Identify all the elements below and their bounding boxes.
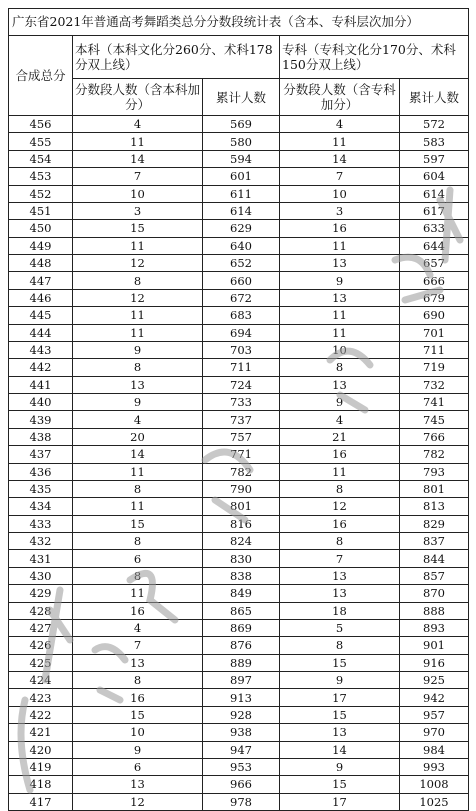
table-row [9,428,469,445]
junior-count-cell: 17 [280,689,400,706]
junior-count-cell: 8 [280,480,400,497]
undergrad-count-cell: 15 [73,220,203,237]
junior-cumulative-cell: 901 [400,637,469,654]
undergrad-count-cell: 9 [73,341,203,358]
undergrad-count-cell: 11 [73,133,203,150]
junior-cumulative-cell: 993 [400,758,469,775]
undergrad-cumulative-cell: 849 [203,585,280,602]
score-cell: 431 [9,550,73,567]
junior-cumulative-cell: 583 [400,133,469,150]
table-row [9,793,469,810]
junior-count-cell: 5 [280,619,400,636]
score-cell: 426 [9,637,73,654]
junior-count-cell: 11 [280,463,400,480]
score-cell: 446 [9,289,73,306]
junior-cumulative-cell: 844 [400,550,469,567]
junior-count-cell: 8 [280,359,400,376]
table-row [9,411,469,428]
junior-count-cell: 13 [280,567,400,584]
junior-count-cell: 9 [280,672,400,689]
junior-cumulative-cell: 970 [400,724,469,741]
score-cell: 448 [9,255,73,272]
score-cell: 452 [9,185,73,202]
junior-cumulative-cell: 604 [400,168,469,185]
junior-cumulative-cell: 942 [400,689,469,706]
score-cell: 437 [9,446,73,463]
score-cell: 444 [9,324,73,341]
score-cell: 436 [9,463,73,480]
junior-count-cell: 14 [280,150,400,167]
junior-cumulative-cell: 957 [400,706,469,723]
undergrad-cumulative-cell: 790 [203,480,280,497]
undergrad-count-cell: 12 [73,255,203,272]
undergrad-cumulative-cell: 614 [203,202,280,219]
undergrad-cumulative-cell: 569 [203,116,280,133]
undergrad-count-cell: 4 [73,116,203,133]
table-row [9,550,469,567]
undergrad-count-cell: 15 [73,706,203,723]
junior-cumulative-cell: 793 [400,463,469,480]
junior-cumulative-cell: 741 [400,394,469,411]
undergrad-count-cell: 9 [73,741,203,758]
score-cell: 433 [9,515,73,532]
score-table-container [8,8,468,811]
score-cell: 432 [9,533,73,550]
table-row [9,272,469,289]
junior-count-cell: 13 [280,724,400,741]
undergrad-count-cell: 11 [73,237,203,254]
junior-cumulative-cell: 745 [400,411,469,428]
undergrad-cumulative-cell: 830 [203,550,280,567]
undergrad-count-cell: 8 [73,272,203,289]
undergrad-cumulative-cell: 629 [203,220,280,237]
junior-count-cell: 15 [280,654,400,671]
undergrad-count-cell: 11 [73,585,203,602]
junior-cumulative-cell: 711 [400,341,469,358]
table-row [9,341,469,358]
undergrad-cumulative-cell: 737 [203,411,280,428]
undergrad-count-cell: 8 [73,567,203,584]
table-row [9,116,469,133]
table-row [9,376,469,393]
table-row [9,567,469,584]
undergrad-count-cell: 12 [73,289,203,306]
undergrad-count-cell: 7 [73,168,203,185]
score-cell: 443 [9,341,73,358]
score-cell: 438 [9,428,73,445]
undergrad-cumulative-cell: 913 [203,689,280,706]
junior-cumulative-cell: 732 [400,376,469,393]
score-cell: 429 [9,585,73,602]
junior-cumulative-cell: 644 [400,237,469,254]
junior-count-cell: 13 [280,376,400,393]
junior-cumulative-cell: 679 [400,289,469,306]
undergrad-cumulative-cell: 928 [203,706,280,723]
junior-cumulative-cell: 617 [400,202,469,219]
table-row [9,637,469,654]
junior-count-cell: 13 [280,585,400,602]
undergrad-count-cell: 13 [73,776,203,793]
undergrad-cumulative-cell: 601 [203,168,280,185]
undergrad-count-cell: 6 [73,758,203,775]
undergrad-cumulative-cell: 824 [203,533,280,550]
header-undergrad-cumulative: 累计人数 [203,79,280,116]
header-junior-cumulative: 累计人数 [400,79,469,116]
table-row [9,672,469,689]
undergrad-count-cell: 13 [73,654,203,671]
table-row [9,776,469,793]
undergrad-cumulative-cell: 938 [203,724,280,741]
undergrad-count-cell: 8 [73,672,203,689]
junior-count-cell: 4 [280,411,400,428]
undergrad-count-cell: 4 [73,411,203,428]
table-row [9,255,469,272]
undergrad-cumulative-cell: 594 [203,150,280,167]
undergrad-count-cell: 11 [73,307,203,324]
undergrad-count-cell: 11 [73,498,203,515]
junior-count-cell: 13 [280,255,400,272]
score-cell: 417 [9,793,73,810]
undergrad-count-cell: 7 [73,637,203,654]
junior-count-cell: 16 [280,515,400,532]
junior-cumulative-cell: 893 [400,619,469,636]
junior-cumulative-cell: 984 [400,741,469,758]
undergrad-cumulative-cell: 683 [203,307,280,324]
junior-count-cell: 12 [280,498,400,515]
table-row [9,359,469,376]
junior-cumulative-cell: 597 [400,150,469,167]
table-row [9,533,469,550]
score-cell: 419 [9,758,73,775]
table-row [9,498,469,515]
table-row [9,446,469,463]
undergrad-cumulative-cell: 694 [203,324,280,341]
score-cell: 427 [9,619,73,636]
undergrad-cumulative-cell: 703 [203,341,280,358]
table-row [9,689,469,706]
undergrad-count-cell: 3 [73,202,203,219]
undergrad-cumulative-cell: 889 [203,654,280,671]
undergrad-cumulative-cell: 782 [203,463,280,480]
junior-cumulative-cell: 801 [400,480,469,497]
table-row [9,515,469,532]
table-row [9,150,469,167]
undergrad-cumulative-cell: 640 [203,237,280,254]
undergrad-count-cell: 8 [73,533,203,550]
junior-count-cell: 16 [280,220,400,237]
table-row [9,619,469,636]
junior-count-cell: 15 [280,776,400,793]
table-row [9,741,469,758]
junior-count-cell: 15 [280,706,400,723]
score-cell: 423 [9,689,73,706]
undergrad-cumulative-cell: 733 [203,394,280,411]
junior-cumulative-cell: 829 [400,515,469,532]
junior-cumulative-cell: 925 [400,672,469,689]
table-row [9,480,469,497]
table-row [9,133,469,150]
table-row [9,706,469,723]
undergrad-cumulative-cell: 611 [203,185,280,202]
junior-count-cell: 11 [280,324,400,341]
score-cell: 456 [9,116,73,133]
undergrad-cumulative-cell: 897 [203,672,280,689]
junior-cumulative-cell: 633 [400,220,469,237]
table-row [9,654,469,671]
junior-cumulative-cell: 857 [400,567,469,584]
junior-cumulative-cell: 572 [400,116,469,133]
junior-count-cell: 11 [280,307,400,324]
undergrad-cumulative-cell: 865 [203,602,280,619]
junior-cumulative-cell: 657 [400,255,469,272]
junior-cumulative-cell: 666 [400,272,469,289]
score-cell: 424 [9,672,73,689]
undergrad-cumulative-cell: 771 [203,446,280,463]
table-row [9,324,469,341]
junior-cumulative-cell: 782 [400,446,469,463]
table-row [9,168,469,185]
junior-count-cell: 9 [280,758,400,775]
score-cell: 441 [9,376,73,393]
junior-count-cell: 18 [280,602,400,619]
undergrad-cumulative-cell: 966 [203,776,280,793]
junior-count-cell: 8 [280,533,400,550]
score-cell: 430 [9,567,73,584]
junior-cumulative-cell: 614 [400,185,469,202]
undergrad-cumulative-cell: 978 [203,793,280,810]
junior-cumulative-cell: 870 [400,585,469,602]
undergrad-count-cell: 14 [73,150,203,167]
table-row [9,185,469,202]
junior-cumulative-cell: 719 [400,359,469,376]
undergrad-cumulative-cell: 869 [203,619,280,636]
table-row [9,220,469,237]
junior-count-cell: 11 [280,237,400,254]
score-cell: 442 [9,359,73,376]
junior-count-cell: 10 [280,185,400,202]
undergrad-cumulative-cell: 801 [203,498,280,515]
undergrad-cumulative-cell: 672 [203,289,280,306]
table-title: 广东省2021年普通高考舞蹈类总分分数段统计表（含本、专科层次加分） [8,8,469,35]
undergrad-count-cell: 20 [73,428,203,445]
junior-cumulative-cell: 1008 [400,776,469,793]
table-row [9,585,469,602]
score-cell: 425 [9,654,73,671]
junior-cumulative-cell: 888 [400,602,469,619]
header-score: 合成总分 [9,36,73,116]
table-row [9,602,469,619]
undergrad-cumulative-cell: 660 [203,272,280,289]
junior-count-cell: 7 [280,550,400,567]
undergrad-cumulative-cell: 724 [203,376,280,393]
undergrad-cumulative-cell: 580 [203,133,280,150]
score-cell: 455 [9,133,73,150]
junior-cumulative-cell: 690 [400,307,469,324]
junior-count-cell: 16 [280,446,400,463]
junior-cumulative-cell: 701 [400,324,469,341]
junior-cumulative-cell: 1025 [400,793,469,810]
undergrad-count-cell: 13 [73,376,203,393]
undergrad-cumulative-cell: 711 [203,359,280,376]
junior-cumulative-cell: 813 [400,498,469,515]
score-cell: 445 [9,307,73,324]
undergrad-cumulative-cell: 816 [203,515,280,532]
undergrad-count-cell: 8 [73,359,203,376]
table-row [9,307,469,324]
junior-count-cell: 21 [280,428,400,445]
undergrad-cumulative-cell: 838 [203,567,280,584]
score-cell: 434 [9,498,73,515]
table-row [9,758,469,775]
junior-cumulative-cell: 766 [400,428,469,445]
score-cell: 435 [9,480,73,497]
score-distribution-table [8,8,469,811]
score-cell: 453 [9,168,73,185]
table-row [9,463,469,480]
undergrad-count-cell: 14 [73,446,203,463]
undergrad-count-cell: 16 [73,689,203,706]
score-cell: 420 [9,741,73,758]
undergrad-count-cell: 15 [73,515,203,532]
junior-count-cell: 8 [280,637,400,654]
table-row [9,289,469,306]
undergrad-count-cell: 11 [73,324,203,341]
undergrad-cumulative-cell: 953 [203,758,280,775]
score-cell: 451 [9,202,73,219]
junior-count-cell: 10 [280,341,400,358]
junior-count-cell: 14 [280,741,400,758]
score-cell: 449 [9,237,73,254]
score-cell: 421 [9,724,73,741]
header-undergrad-count: 分数段人数（含本科加分） [73,79,203,116]
table-row [9,724,469,741]
junior-count-cell: 17 [280,793,400,810]
score-cell: 440 [9,394,73,411]
header-junior-count: 分数段人数（含专科加分） [280,79,400,116]
junior-count-cell: 7 [280,168,400,185]
undergrad-count-cell: 16 [73,602,203,619]
undergrad-cumulative-cell: 876 [203,637,280,654]
undergrad-count-cell: 10 [73,185,203,202]
junior-count-cell: 11 [280,133,400,150]
score-cell: 454 [9,150,73,167]
table-body [9,116,469,811]
junior-count-cell: 4 [280,116,400,133]
undergrad-count-cell: 4 [73,619,203,636]
junior-count-cell: 13 [280,289,400,306]
header-junior: 专科（专科文化分170分、术科150分双上线） [280,36,469,79]
undergrad-count-cell: 12 [73,793,203,810]
score-cell: 422 [9,706,73,723]
table-row [9,394,469,411]
junior-cumulative-cell: 837 [400,533,469,550]
junior-cumulative-cell: 916 [400,654,469,671]
score-cell: 428 [9,602,73,619]
undergrad-count-cell: 9 [73,394,203,411]
table-row [9,202,469,219]
junior-count-cell: 9 [280,272,400,289]
score-cell: 447 [9,272,73,289]
undergrad-count-cell: 11 [73,463,203,480]
undergrad-cumulative-cell: 947 [203,741,280,758]
undergrad-cumulative-cell: 652 [203,255,280,272]
undergrad-count-cell: 8 [73,480,203,497]
undergrad-count-cell: 10 [73,724,203,741]
undergrad-count-cell: 6 [73,550,203,567]
junior-count-cell: 3 [280,202,400,219]
junior-count-cell: 9 [280,394,400,411]
score-cell: 450 [9,220,73,237]
undergrad-cumulative-cell: 757 [203,428,280,445]
score-cell: 439 [9,411,73,428]
table-row [9,237,469,254]
header-undergrad: 本科（本科文化分260分、术科178分双上线） [73,36,280,79]
score-cell: 418 [9,776,73,793]
